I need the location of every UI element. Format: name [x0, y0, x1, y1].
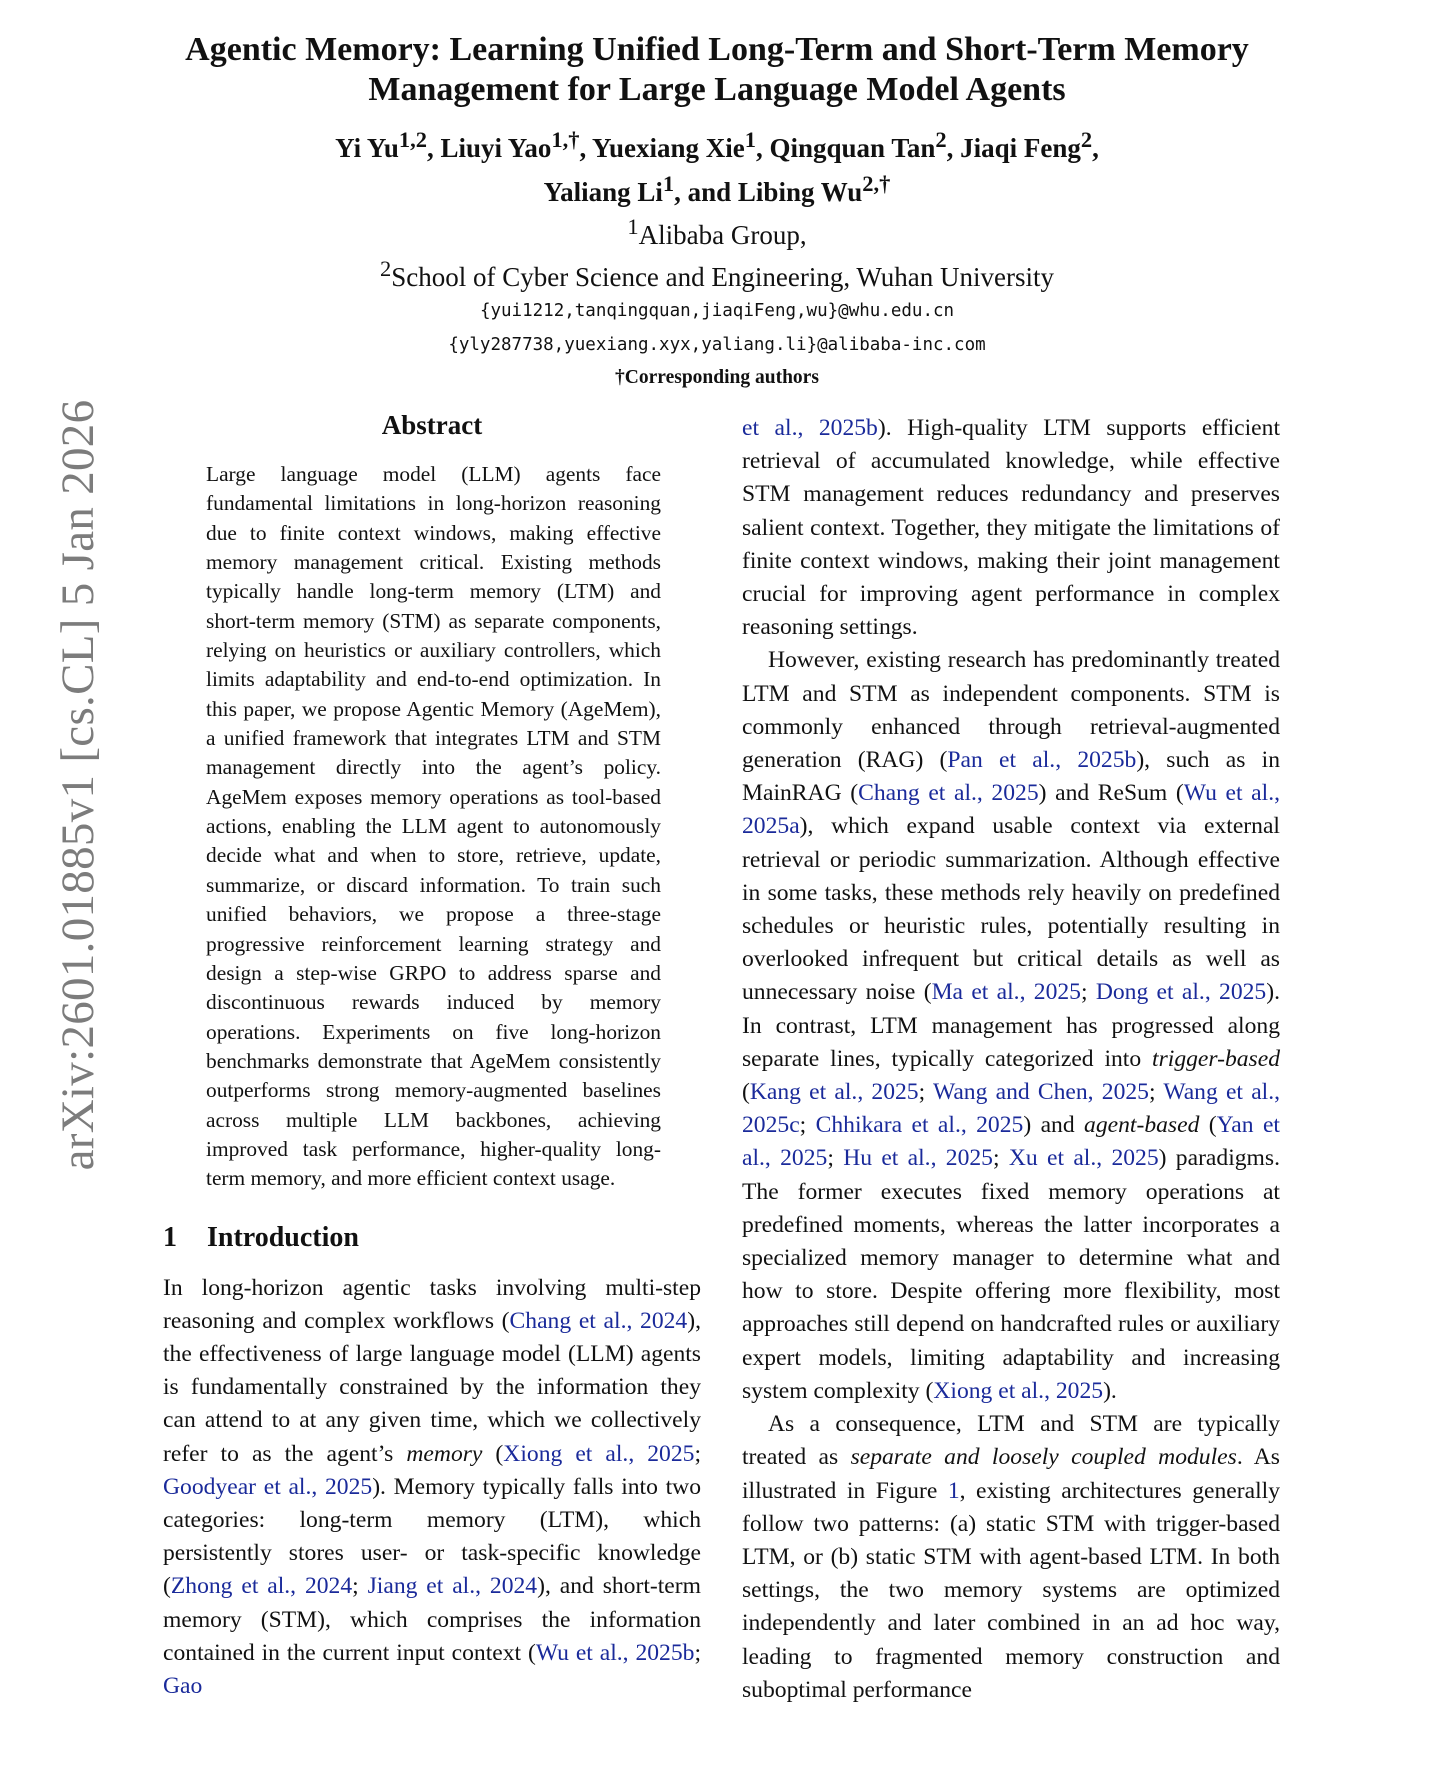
author-name: Yi Yu: [335, 133, 399, 163]
citation-link[interactable]: Goodyear et al., 2025: [163, 1473, 373, 1500]
citation-link[interactable]: Pan et al., 2025b: [947, 747, 1137, 774]
text-run: . As illustrated in Figure: [742, 1444, 1280, 1504]
text-run: ). Memory typically falls into two categories: long-term memory (LTM), which persistently stores user- or task-specific knowledge (: [163, 1473, 701, 1600]
citation-link[interactable]: Zhong et al., 2024: [170, 1573, 353, 1600]
intro-paragraph-1: [163, 1272, 701, 1704]
text-run: (: [742, 1079, 750, 1106]
text-run: (: [1199, 1112, 1217, 1139]
citation-link[interactable]: Gao: [163, 1673, 203, 1700]
author-affil: 2: [1080, 127, 1093, 152]
text-run: In long-horizon agentic tasks involving multi-step reasoning and complex workflows (: [163, 1274, 701, 1334]
author-line-2: [0, 166, 1434, 210]
text-run: However, existing research has predominantly treated LTM and STM as independent components. STM is commonly enhanced through retrieval-augmented generation (RAG) (: [742, 647, 1280, 774]
figure-reference-link[interactable]: 1: [947, 1477, 960, 1504]
author-list: [0, 122, 1434, 210]
citation-link[interactable]: Wang and Chen, 2025: [932, 1079, 1149, 1106]
citation-link[interactable]: Wang et al., 2025c: [742, 1079, 1281, 1139]
title-line-2: Management for Large Language Model Agents: [368, 71, 1066, 108]
author-name: Yaliang Li: [543, 177, 663, 207]
author-name: , Qingquan Tan: [755, 133, 936, 163]
author-affil: 2,†: [862, 171, 891, 196]
email-line-2: {yly287738,yuexiang.xyx,yaliang.li}@alibaba-inc.com: [448, 335, 986, 355]
citation-link[interactable]: Xiong et al., 2025: [503, 1440, 695, 1467]
citation-link[interactable]: Ma et al., 2025: [931, 979, 1081, 1006]
author-affil: 2: [935, 127, 947, 152]
author-name: , Liuyi Yao: [427, 133, 552, 163]
affiliation-1: [0, 210, 1434, 252]
section-title: Introduction: [207, 1221, 359, 1253]
intro-paragraph-1-continued: [742, 412, 1280, 644]
affiliation-text: Alibaba Group,: [638, 220, 807, 250]
citation-link[interactable]: Hu et al., 2025: [843, 1145, 993, 1172]
section-heading: [163, 1218, 701, 1258]
paper-title: [0, 30, 1434, 110]
abstract-heading: Abstract: [381, 410, 483, 440]
author-line-1: [0, 122, 1434, 166]
text-run: ) and ReSum (: [1038, 780, 1184, 807]
intro-paragraph-2: [742, 644, 1280, 1408]
citation-link[interactable]: Chang et al., 2025: [858, 780, 1039, 807]
text-run: ;: [352, 1573, 368, 1600]
citation-link[interactable]: Wu et al., 2025a: [742, 780, 1280, 840]
emphasis: memory: [406, 1440, 483, 1467]
text-run: ), the effectiveness of large language model (LLM) agents is fundamentally constrained by the information they can attend to at any given time, which we collectively refer to as the agent’s: [163, 1307, 701, 1467]
citation-link[interactable]: Chhikara et al., 2025: [815, 1112, 1024, 1139]
citation-link[interactable]: Dong et al., 2025: [1095, 979, 1267, 1006]
citation-link[interactable]: et al., 2025b: [742, 415, 878, 441]
text-run: ), such as in MainRAG (: [742, 747, 1280, 807]
email-line-1: {yui1212,tanqingquan,jiaqiFeng,wu}@whu.edu.cn: [479, 301, 955, 321]
text-run: ).: [1103, 1377, 1117, 1404]
citation-link[interactable]: Wu et al., 2025b: [535, 1639, 695, 1666]
citation-link[interactable]: Xu et al., 2025: [1008, 1145, 1159, 1172]
text-run: ;: [694, 1440, 702, 1467]
corresponding-note: †Corresponding authors: [615, 367, 819, 388]
arxiv-identifier: arXiv:2601.01885v1 [cs.CL] 5 Jan 2026: [52, 399, 104, 1171]
affiliation-sup: 1: [627, 214, 639, 239]
intro-paragraph-3: [742, 1408, 1280, 1707]
text-run: ;: [827, 1145, 844, 1172]
text-run: ), and short-term memory (STM), which comprises the information contained in the current input context (: [163, 1573, 701, 1666]
emphasis: trigger-based: [1152, 1045, 1280, 1072]
citation-link[interactable]: Yan et al., 2025: [742, 1112, 1280, 1172]
text-run: ;: [694, 1639, 702, 1666]
text-run: (: [482, 1440, 504, 1467]
citation-link[interactable]: Kang et al., 2025: [749, 1079, 919, 1106]
text-run: ), which expand usable context via external retrieval or periodic summarization. Although effective in some tasks, these methods rely heavily on predefined schedules or heuristic rules, potentially resulting in overlooked infrequent but critical details as well as unnecessary noise (: [742, 813, 1280, 1006]
text-run: ) and: [1023, 1112, 1085, 1139]
author-name: , and Libing Wu: [674, 177, 863, 207]
citation-link[interactable]: Jiang et al., 2024: [367, 1573, 538, 1600]
emphasis: separate and loosely coupled modules: [850, 1444, 1237, 1471]
title-line-1: Agentic Memory: Learning Unified Long-Term and Short-Term Memory: [185, 31, 1249, 68]
paper-header: [0, 30, 1434, 394]
text-run: ;: [799, 1112, 816, 1139]
emphasis: agent-based: [1084, 1112, 1200, 1139]
citation-link[interactable]: Chang et al., 2024: [509, 1307, 688, 1334]
text-run: ) paradigms. The former executes fixed memory operations at predefined moments, whereas the latter incorporates a specialized memory manager to determine what and how to store. Despite offering more flexibility, most approaches still depend on handcrafted rules or auxiliary expert models, limiting adaptability and increasing system complexity (: [742, 1145, 1280, 1404]
author-affil: 1,2: [398, 127, 428, 152]
text-run: ). In contrast, LTM management has progressed along separate lines, typically categorized into: [742, 979, 1280, 1072]
left-column: [163, 408, 701, 1703]
text-run: ). High-quality LTM supports efficient retrieval of accumulated knowledge, while effective STM management reduces redundancy and preserves salient context. Together, they mitigate the limitations of finite context windows, making their joint management crucial for improving agent performance in complex reasoning settings.: [742, 415, 1280, 641]
author-name: , Yuexiang Xie: [579, 133, 745, 163]
affiliation-2: [0, 252, 1434, 294]
affiliation-text: School of Cyber Science and Engineering, Wuhan University: [391, 262, 1054, 292]
author-affil: 1: [744, 127, 756, 152]
affiliation-sup: 2: [379, 256, 392, 281]
right-column: [742, 412, 1280, 1707]
abstract-body: Large language model (LLM) agents face fundamental limitations in long-horizon reasoning due to finite context windows, making effective memory management critical. Existing methods typically handle long-term memory (LTM) and short-term memory (STM) as separate components, relying on heuristics or auxiliary controllers, which limits adaptability and end-to-end optimization. In this paper, we propose Agentic Memory (AgeMem), a unified framework that integrates LTM and STM management directly into the agent’s policy. AgeMem exposes memory operations as tool-based actions, enabling the LLM agent to autonomously decide what and when to store, retrieve, update, summarize, or discard information. To train such unified behaviors, we propose a three-stage progressive reinforcement learning strategy and design a step-wise GRPO to address sparse and discontinuous rewards induced by memory operations. Experiments on five long-horizon benchmarks demonstrate that AgeMem consistently outperforms strong memory-augmented baselines across multiple LLM backbones, achieving improved task performance, higher-quality long-term memory, and more efficient context usage.: [206, 462, 661, 1191]
text-run: ;: [918, 1079, 933, 1106]
author-name: , Jiaqi Feng: [946, 133, 1081, 163]
citation-link[interactable]: Xiong et al., 2025: [933, 1377, 1104, 1404]
author-affil: 1: [662, 171, 675, 196]
text-run: As a consequence, LTM and STM are typically treated as: [742, 1411, 1280, 1471]
author-affil: 1,†: [551, 127, 580, 152]
author-sep: ,: [1092, 133, 1099, 163]
text-run: , existing architectures generally follow two patterns: (a) static STM with trigger-based LTM, or (b) static STM with agent-based LTM. In both settings, the two memory systems are optimized independently and later combined in an ad hoc way, leading to fragmented memory construction and suboptimal performance: [742, 1477, 1281, 1703]
section-number: 1: [163, 1221, 177, 1253]
text-run: ;: [992, 1145, 1009, 1172]
text-run: ;: [1148, 1079, 1164, 1106]
text-run: ;: [1080, 979, 1096, 1006]
